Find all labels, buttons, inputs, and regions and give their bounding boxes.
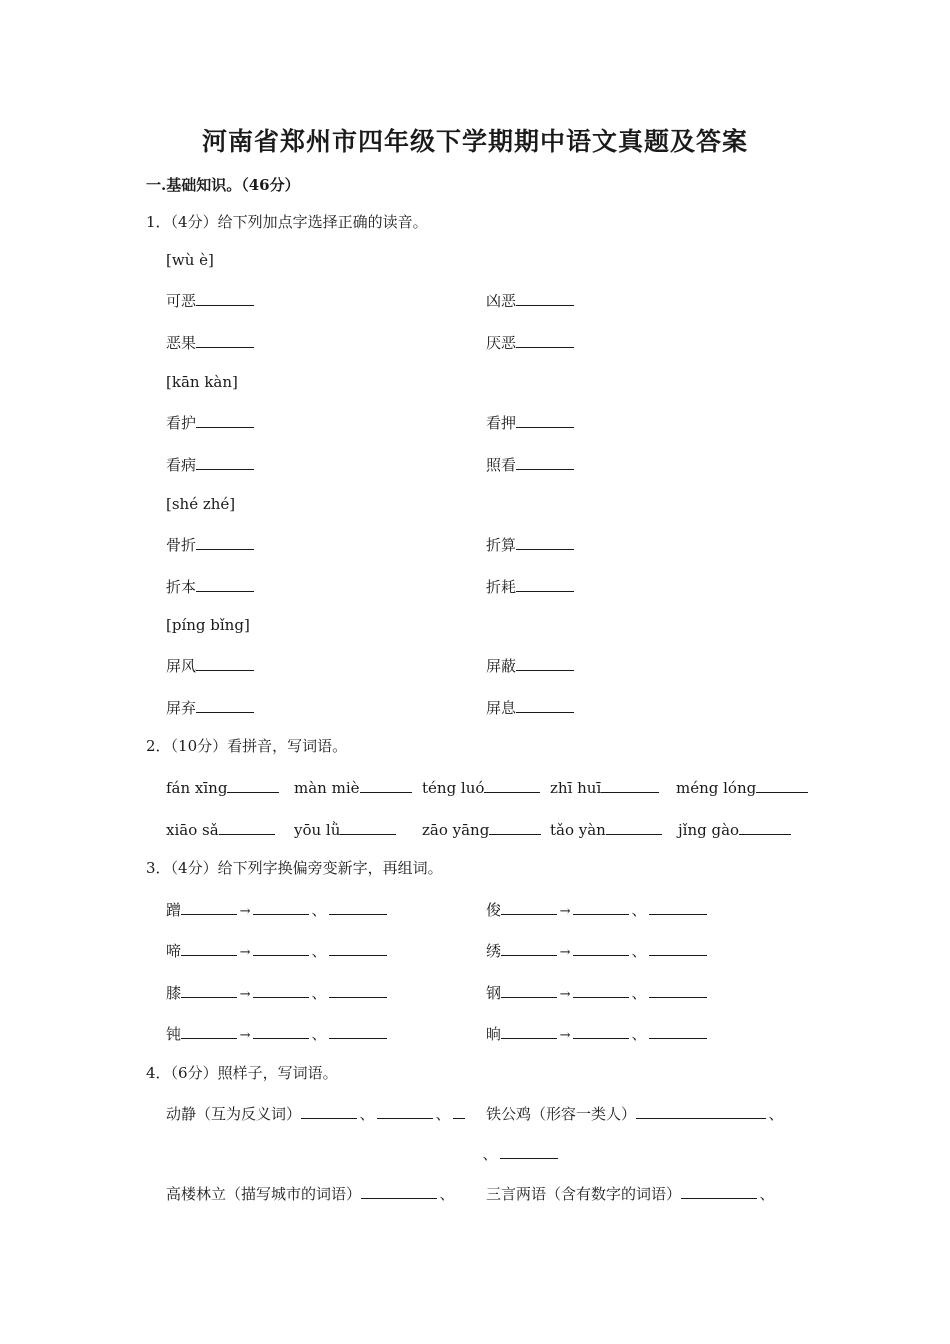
pinyin-prompt: fán xīng bbox=[166, 779, 228, 797]
answer-blank[interactable] bbox=[329, 981, 387, 998]
q1-pinyin-options: [wù è] bbox=[166, 251, 214, 269]
arrow-icon: → bbox=[559, 1028, 571, 1043]
q1-word: 照看 bbox=[486, 456, 517, 474]
q1-item bbox=[486, 575, 574, 598]
arrow-icon: → bbox=[239, 1028, 251, 1043]
pinyin-prompt: zhī huī bbox=[550, 779, 602, 797]
q1-word: 恶果 bbox=[166, 334, 197, 352]
q1-word: 厌恶 bbox=[486, 334, 517, 352]
q4-example: 铁公鸡（形容一类人） bbox=[486, 1105, 637, 1123]
answer-blank[interactable] bbox=[516, 533, 574, 550]
q4-example: 三言两语（含有数字的词语） bbox=[486, 1185, 682, 1203]
q1-item bbox=[166, 696, 254, 719]
q1-pinyin-options: [shé zhé] bbox=[166, 495, 236, 513]
answer-blank[interactable] bbox=[516, 453, 574, 470]
separator: 、 bbox=[439, 1185, 455, 1203]
q3-item bbox=[166, 939, 387, 964]
q3-char: 膝 bbox=[166, 984, 182, 1002]
answer-blank[interactable] bbox=[196, 331, 254, 348]
q1-word: 骨折 bbox=[166, 536, 197, 554]
answer-blank[interactable] bbox=[253, 898, 309, 915]
answer-blank[interactable] bbox=[516, 331, 574, 348]
q3-item bbox=[166, 981, 387, 1006]
answer-blank[interactable] bbox=[649, 898, 707, 915]
q1-item bbox=[486, 289, 574, 312]
separator: 、 bbox=[759, 1185, 775, 1203]
q1-word: 看押 bbox=[486, 414, 517, 432]
q1-item bbox=[166, 654, 254, 677]
q1-item bbox=[166, 331, 254, 354]
q3-char: 啼 bbox=[166, 942, 182, 960]
answer-blank[interactable] bbox=[516, 289, 574, 306]
separator: 、 bbox=[311, 984, 327, 1002]
answer-blank[interactable] bbox=[181, 981, 237, 998]
answer-blank[interactable] bbox=[253, 939, 309, 956]
separator: 、 bbox=[631, 942, 647, 960]
q1-pinyin-options: [kān kàn] bbox=[166, 373, 238, 391]
q4-item bbox=[166, 1102, 465, 1125]
q2-item bbox=[166, 776, 279, 799]
q4-example: 高楼林立（描写城市的词语） bbox=[166, 1185, 362, 1203]
answer-blank[interactable] bbox=[196, 289, 254, 306]
pinyin-prompt: zāo yāng bbox=[422, 821, 490, 839]
answer-blank[interactable] bbox=[739, 818, 791, 835]
answer-blank[interactable] bbox=[196, 533, 254, 550]
q1-word: 折算 bbox=[486, 536, 517, 554]
q3-item bbox=[486, 1022, 707, 1047]
q1-item bbox=[486, 331, 574, 354]
answer-blank[interactable] bbox=[573, 1022, 629, 1039]
answer-blank[interactable] bbox=[453, 1102, 465, 1119]
arrow-icon: → bbox=[559, 904, 571, 919]
answer-blank[interactable] bbox=[253, 981, 309, 998]
q1-stem: 1．（4分）给下列加点字选择正确的读音。 bbox=[146, 213, 428, 231]
q1-word: 折本 bbox=[166, 578, 197, 596]
q1-word: 屏风 bbox=[166, 657, 197, 675]
q2-item bbox=[422, 776, 540, 799]
q2-item bbox=[676, 776, 808, 799]
q3-char: 钝 bbox=[166, 1025, 182, 1043]
answer-blank[interactable] bbox=[516, 654, 574, 671]
arrow-icon: → bbox=[239, 987, 251, 1002]
separator: 、 bbox=[768, 1105, 784, 1123]
answer-blank[interactable] bbox=[500, 1142, 558, 1159]
pinyin-prompt: tǎo yàn bbox=[550, 821, 606, 839]
separator: 、 bbox=[482, 1145, 498, 1163]
q2-item bbox=[422, 818, 541, 841]
answer-blank[interactable] bbox=[649, 939, 707, 956]
separator: 、 bbox=[311, 901, 327, 919]
q4-item bbox=[486, 1182, 777, 1205]
q1-item bbox=[486, 654, 574, 677]
q3-char: 晌 bbox=[486, 1025, 502, 1043]
answer-blank[interactable] bbox=[253, 1022, 309, 1039]
q4-item bbox=[486, 1102, 786, 1125]
answer-blank[interactable] bbox=[484, 776, 540, 793]
q1-word: 屏蔽 bbox=[486, 657, 517, 675]
answer-blank[interactable] bbox=[181, 898, 237, 915]
answer-blank[interactable] bbox=[196, 411, 254, 428]
arrow-icon: → bbox=[559, 945, 571, 960]
q1-word: 折耗 bbox=[486, 578, 517, 596]
answer-blank[interactable] bbox=[196, 453, 254, 470]
q4-example: 动静（互为反义词） bbox=[166, 1105, 302, 1123]
q2-item bbox=[294, 818, 396, 841]
answer-blank[interactable] bbox=[181, 939, 237, 956]
arrow-icon: → bbox=[239, 904, 251, 919]
q2-item bbox=[550, 776, 659, 799]
q1-item bbox=[486, 453, 574, 476]
q2-stem: 2．（10分）看拼音，写词语。 bbox=[146, 737, 348, 755]
pinyin-prompt: téng luó bbox=[422, 779, 485, 797]
answer-blank[interactable] bbox=[329, 898, 387, 915]
separator: 、 bbox=[311, 942, 327, 960]
q3-char: 蹭 bbox=[166, 901, 182, 919]
separator: 、 bbox=[631, 1025, 647, 1043]
q1-word: 屏息 bbox=[486, 699, 517, 717]
answer-blank[interactable] bbox=[606, 818, 662, 835]
q1-word: 看病 bbox=[166, 456, 197, 474]
q1-item bbox=[166, 533, 254, 556]
q2-item bbox=[550, 818, 662, 841]
answer-blank[interactable] bbox=[360, 776, 412, 793]
q1-pinyin-options: [píng bǐng] bbox=[166, 616, 250, 634]
q3-item bbox=[166, 898, 387, 923]
answer-blank[interactable] bbox=[649, 1022, 707, 1039]
answer-blank[interactable] bbox=[636, 1102, 766, 1119]
answer-blank[interactable] bbox=[361, 1182, 437, 1199]
page-title: 河南省郑州市四年级下学期期中语文真题及答案 bbox=[201, 127, 748, 156]
answer-blank[interactable] bbox=[573, 898, 629, 915]
answer-blank[interactable] bbox=[489, 818, 541, 835]
answer-blank[interactable] bbox=[329, 1022, 387, 1039]
answer-blank[interactable] bbox=[377, 1102, 433, 1119]
q3-item bbox=[486, 939, 707, 964]
q3-char: 绣 bbox=[486, 942, 502, 960]
q4-item-continued bbox=[480, 1142, 558, 1165]
q3-stem: 3．（4分）给下列字换偏旁变新字，再组词。 bbox=[146, 859, 443, 877]
q1-word: 看护 bbox=[166, 414, 197, 432]
answer-blank[interactable] bbox=[601, 776, 659, 793]
answer-blank[interactable] bbox=[181, 1022, 237, 1039]
q3-char: 俊 bbox=[486, 901, 502, 919]
separator: 、 bbox=[311, 1025, 327, 1043]
section-heading: 一.基础知识。（46分） bbox=[146, 176, 300, 194]
pinyin-prompt: màn miè bbox=[294, 779, 360, 797]
q3-char: 钢 bbox=[486, 984, 502, 1002]
answer-blank[interactable] bbox=[516, 575, 574, 592]
pinyin-prompt: méng lóng bbox=[676, 779, 757, 797]
q1-word: 屏弃 bbox=[166, 699, 197, 717]
q3-item bbox=[486, 981, 707, 1006]
q4-stem: 4．（6分）照样子，写词语。 bbox=[146, 1064, 338, 1082]
separator: 、 bbox=[631, 901, 647, 919]
q1-item bbox=[486, 411, 574, 434]
answer-blank[interactable] bbox=[501, 1022, 557, 1039]
answer-blank[interactable] bbox=[340, 818, 396, 835]
q1-item bbox=[486, 533, 574, 556]
q1-item bbox=[166, 289, 254, 312]
answer-blank[interactable] bbox=[516, 411, 574, 428]
answer-blank[interactable] bbox=[501, 939, 557, 956]
answer-blank[interactable] bbox=[516, 696, 574, 713]
q1-word: 凶恶 bbox=[486, 292, 517, 310]
q1-word: 可恶 bbox=[166, 292, 197, 310]
q1-item bbox=[486, 696, 574, 719]
answer-blank[interactable] bbox=[573, 981, 629, 998]
arrow-icon: → bbox=[559, 987, 571, 1002]
separator: 、 bbox=[435, 1105, 451, 1123]
answer-blank[interactable] bbox=[301, 1102, 357, 1119]
pinyin-prompt: xiāo sǎ bbox=[166, 821, 219, 839]
answer-blank[interactable] bbox=[227, 776, 279, 793]
answer-blank[interactable] bbox=[681, 1182, 757, 1199]
answer-blank[interactable] bbox=[196, 696, 254, 713]
answer-blank[interactable] bbox=[573, 939, 629, 956]
answer-blank[interactable] bbox=[219, 818, 275, 835]
answer-blank[interactable] bbox=[196, 575, 254, 592]
answer-blank[interactable] bbox=[501, 981, 557, 998]
answer-blank[interactable] bbox=[501, 898, 557, 915]
answer-blank[interactable] bbox=[329, 939, 387, 956]
pinyin-prompt: jǐng gào bbox=[678, 821, 740, 839]
q2-item bbox=[166, 818, 275, 841]
q2-item bbox=[678, 818, 791, 841]
q3-item bbox=[486, 898, 707, 923]
answer-blank[interactable] bbox=[196, 654, 254, 671]
q1-item bbox=[166, 453, 254, 476]
answer-blank[interactable] bbox=[649, 981, 707, 998]
q3-item bbox=[166, 1022, 387, 1047]
answer-blank[interactable] bbox=[756, 776, 808, 793]
q2-item bbox=[294, 776, 412, 799]
arrow-icon: → bbox=[239, 945, 251, 960]
q1-item bbox=[166, 575, 254, 598]
q4-item bbox=[166, 1182, 457, 1205]
q1-item bbox=[166, 411, 254, 434]
separator: 、 bbox=[631, 984, 647, 1002]
pinyin-prompt: yōu lǜ bbox=[294, 821, 341, 839]
separator: 、 bbox=[359, 1105, 375, 1123]
